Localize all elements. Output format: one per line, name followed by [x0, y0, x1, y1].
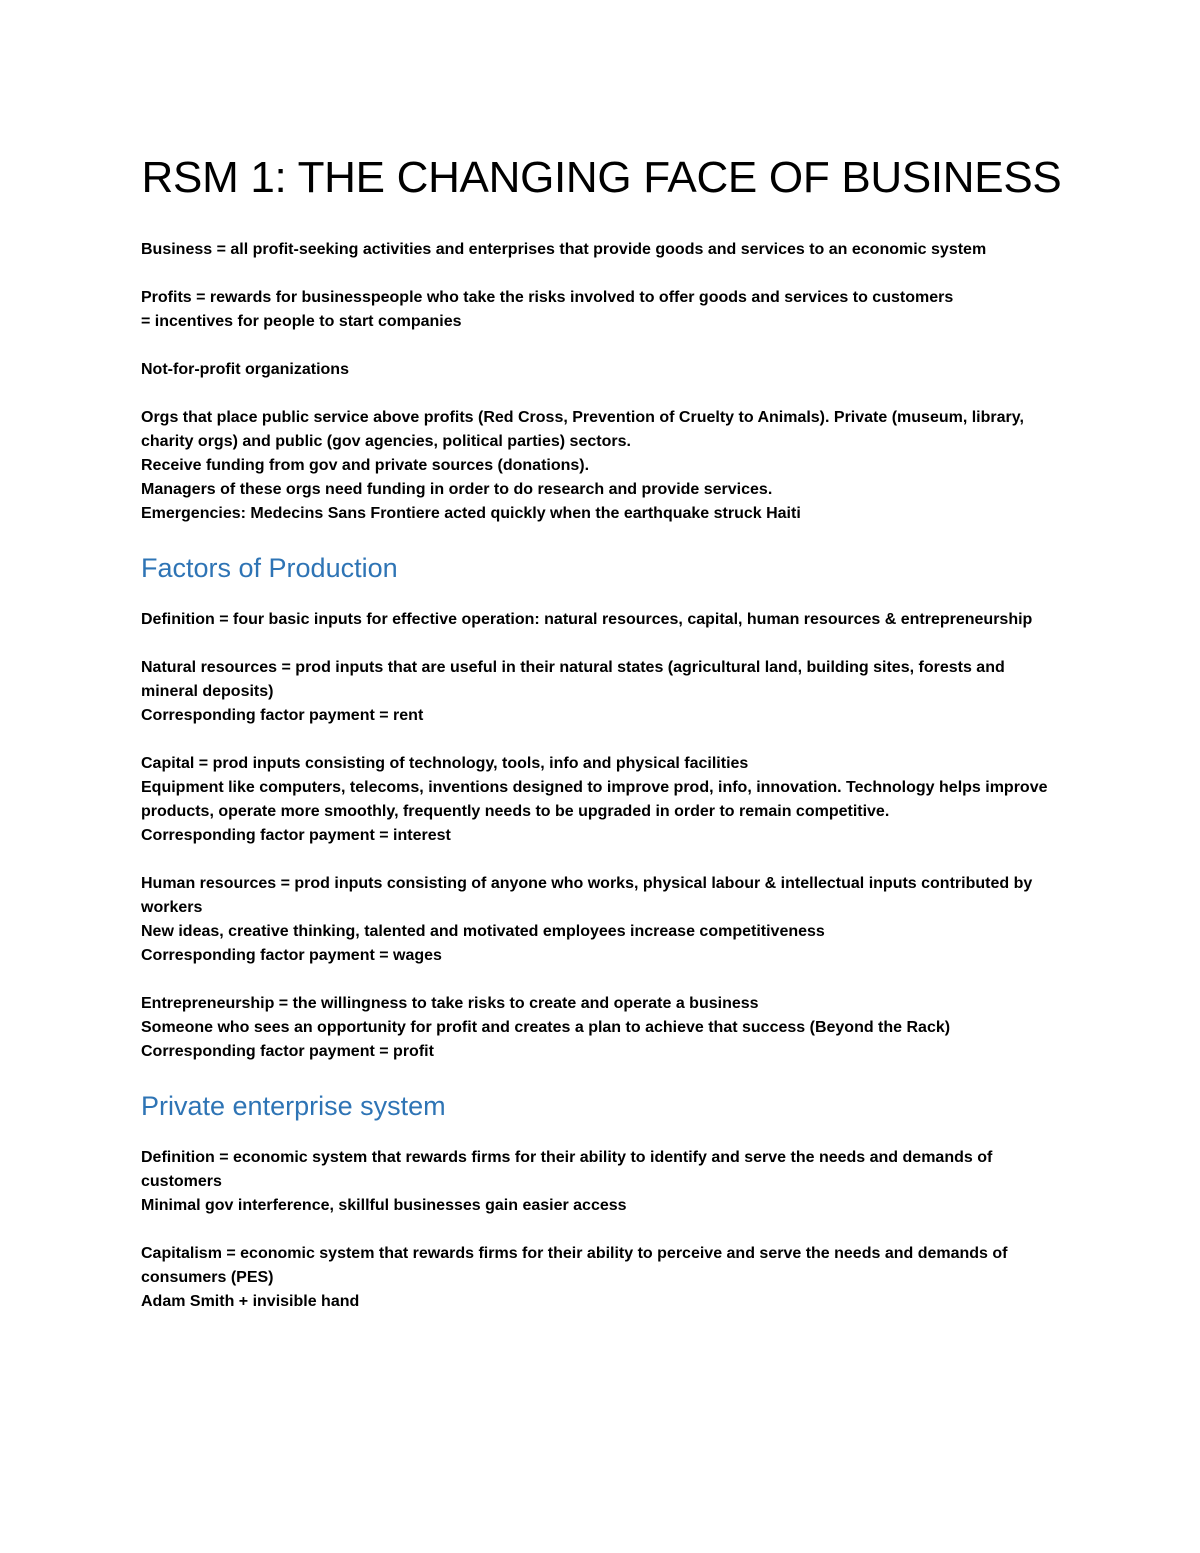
paragraph — [141, 286, 1062, 334]
paragraph — [141, 406, 1062, 526]
paragraph-line: Minimal gov interference, skillful businesses gain easier access — [141, 1197, 627, 1214]
paragraph-line: New ideas, creative thinking, talented and motivated employees increase competitiveness — [141, 923, 825, 940]
paragraph — [141, 358, 1062, 382]
paragraph — [141, 992, 1062, 1064]
paragraph-line: Not-for-profit organizations — [141, 361, 349, 378]
paragraph-line: Entrepreneurship = the willingness to take risks to create and operate a business — [141, 995, 759, 1012]
paragraph — [141, 656, 1062, 728]
paragraph-line: Corresponding factor payment = wages — [141, 947, 442, 964]
paragraph-line: Definition = four basic inputs for effective operation: natural resources, capital, human resources & entrepreneurship — [141, 611, 1033, 628]
paragraph — [141, 1146, 1062, 1218]
section-heading: Private enterprise system — [141, 1091, 446, 1121]
paragraph-line: Definition = economic system that rewards firms for their ability to identify and serve the needs and demands of customers — [141, 1149, 993, 1190]
paragraph-line: Managers of these orgs need funding in order to do research and provide services. — [141, 481, 773, 498]
paragraph-line: Orgs that place public service above profits (Red Cross, Prevention of Cruelty to Animals). Private (museum, library, charity orgs) and public (gov agencies, political parties) sectors. — [141, 409, 1024, 450]
paragraph-line: Adam Smith + invisible hand — [141, 1293, 360, 1310]
paragraph-line: Capitalism = economic system that rewards firms for their ability to perceive and serve the needs and demands of consumers (PES) — [141, 1245, 1008, 1286]
page-title: RSM 1: THE CHANGING FACE OF BUSINESS — [141, 153, 1062, 202]
paragraph — [141, 872, 1062, 968]
paragraph-line: Business = all profit-seeking activities and enterprises that provide goods and services to an economic system — [141, 241, 987, 258]
paragraph-line: Corresponding factor payment = interest — [141, 827, 451, 844]
paragraph-line: Emergencies: Medecins Sans Frontiere acted quickly when the earthquake struck Haiti — [141, 505, 801, 522]
paragraph — [141, 752, 1062, 848]
paragraph-line: Profits = rewards for businesspeople who take the risks involved to offer goods and services to customers — [141, 289, 954, 306]
paragraph — [141, 1242, 1062, 1314]
paragraph-line: Corresponding factor payment = profit — [141, 1043, 434, 1060]
paragraph-line: Capital = prod inputs consisting of technology, tools, info and physical facilities — [141, 755, 749, 772]
section-heading: Factors of Production — [141, 553, 398, 583]
paragraph-line: Natural resources = prod inputs that are useful in their natural states (agricultural land, building sites, forests and mineral deposits) — [141, 659, 1005, 700]
paragraph-line: = incentives for people to start companies — [141, 313, 462, 330]
paragraph-line: Human resources = prod inputs consisting of anyone who works, physical labour & intellectual inputs contributed by workers — [141, 875, 1033, 916]
paragraph-line: Receive funding from gov and private sources (donations). — [141, 457, 590, 474]
paragraph — [141, 238, 1062, 262]
paragraph-line: Someone who sees an opportunity for profit and creates a plan to achieve that success (Beyond the Rack) — [141, 1019, 951, 1036]
document-body — [141, 238, 1062, 1314]
paragraph — [141, 608, 1062, 632]
paragraph-line: Corresponding factor payment = rent — [141, 707, 424, 724]
paragraph-line: Equipment like computers, telecoms, inventions designed to improve prod, info, innovation. Technology helps improve products, operate more smoothly, frequently needs to be upgraded in order to remain competitive. — [141, 779, 1048, 820]
